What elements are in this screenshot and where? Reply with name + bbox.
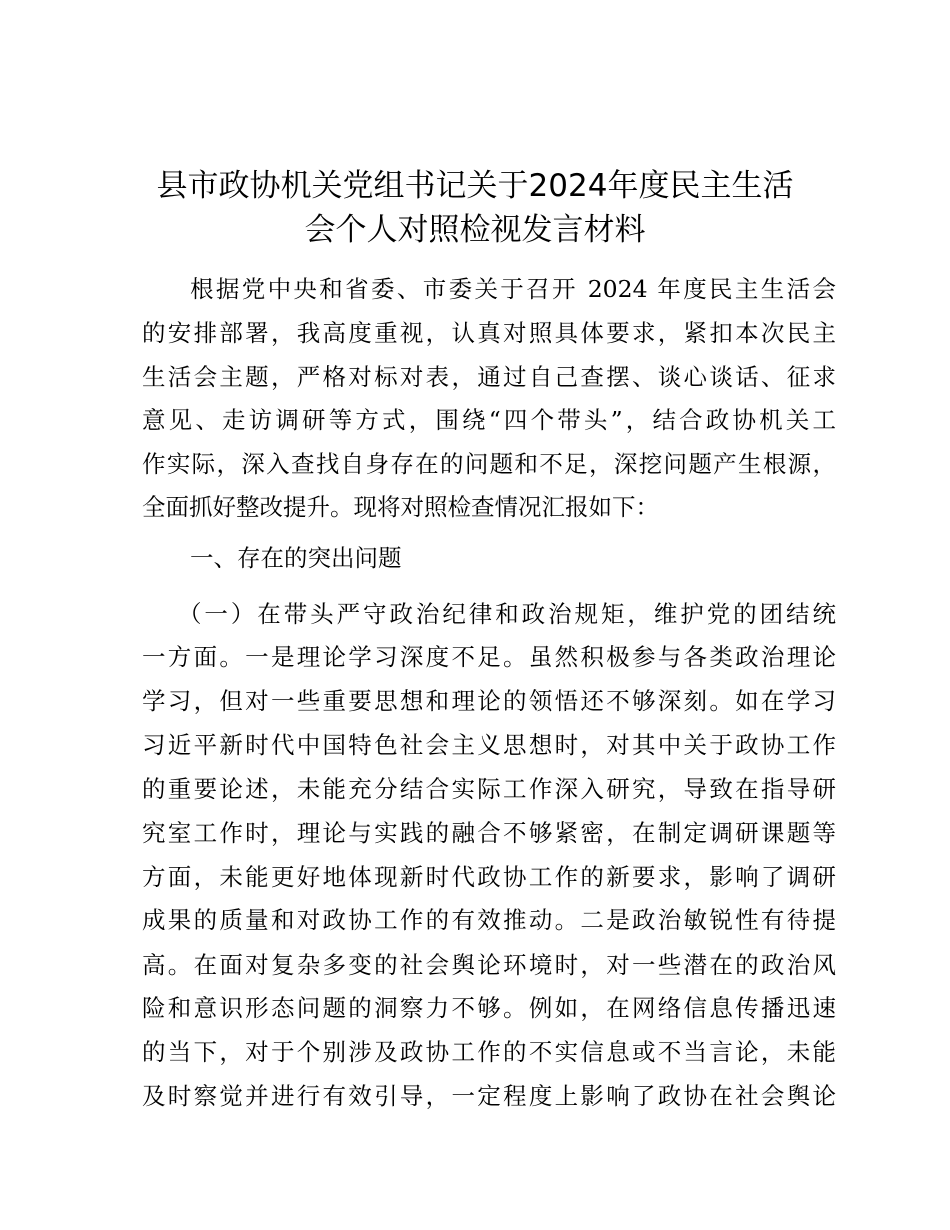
paragraph-line: 方面，未能更好地体现新时代政协工作的新要求，影响了调研 [142,863,836,891]
paragraph-line: 的安排部署，我高度重视，认真对照具体要求，紧扣本次民主 [142,319,836,347]
paragraph-line: 学习，但对一些重要思想和理论的领悟还不够深刻。如在学习 [142,687,836,715]
paragraph-line: 根据党中央和省委、市委关于召开 2024 年度民主生活会 [190,275,836,303]
paragraph-line: 意见、走访调研等方式，围绕“四个带头”，结合政协机关工 [142,406,836,434]
section-heading: 一、存在的突出问题 [190,544,402,572]
paragraph-line: 及时察觉并进行有效引导，一定程度上影响了政协在社会舆论 [142,1082,836,1110]
document-title-line-1: 县市政协机关党组书记关于2024年度民主生活 [156,168,794,204]
paragraph-line: 全面抓好整改提升。现将对照检查情况汇报如下： [142,493,659,521]
paragraph-line: 的当下，对于个别涉及政协工作的不实信息或不当言论，未能 [142,1038,836,1066]
paragraph-line: （一）在带头严守政治纪律和政治规矩，维护党的团结统 [178,600,836,628]
paragraph-line: 习近平新时代中国特色社会主义思想时，对其中关于政协工作 [142,731,836,759]
paragraph-line: 究室工作时，理论与实践的融合不够紧密，在制定调研课题等 [142,819,836,847]
document-title-line-2: 会个人对照检视发言材料 [304,212,646,248]
paragraph-line: 的重要论述，未能充分结合实际工作深入研究，导致在指导研 [142,775,836,803]
paragraph-line: 作实际，深入查找自身存在的问题和不足，深挖问题产生根源， [142,450,836,478]
paragraph-line: 高。在面对复杂多变的社会舆论环境时，对一些潜在的政治风 [142,951,836,979]
paragraph-line: 生活会主题，严格对标对表，通过自己查摆、谈心谈话、征求 [142,363,836,391]
paragraph-line: 险和意识形态问题的洞察力不够。例如，在网络信息传播迅速 [142,994,836,1022]
paragraph-line: 一方面。一是理论学习深度不足。虽然积极参与各类政治理论 [142,643,836,671]
paragraph-line: 成果的质量和对政协工作的有效推动。二是政治敏锐性有待提 [142,906,836,934]
